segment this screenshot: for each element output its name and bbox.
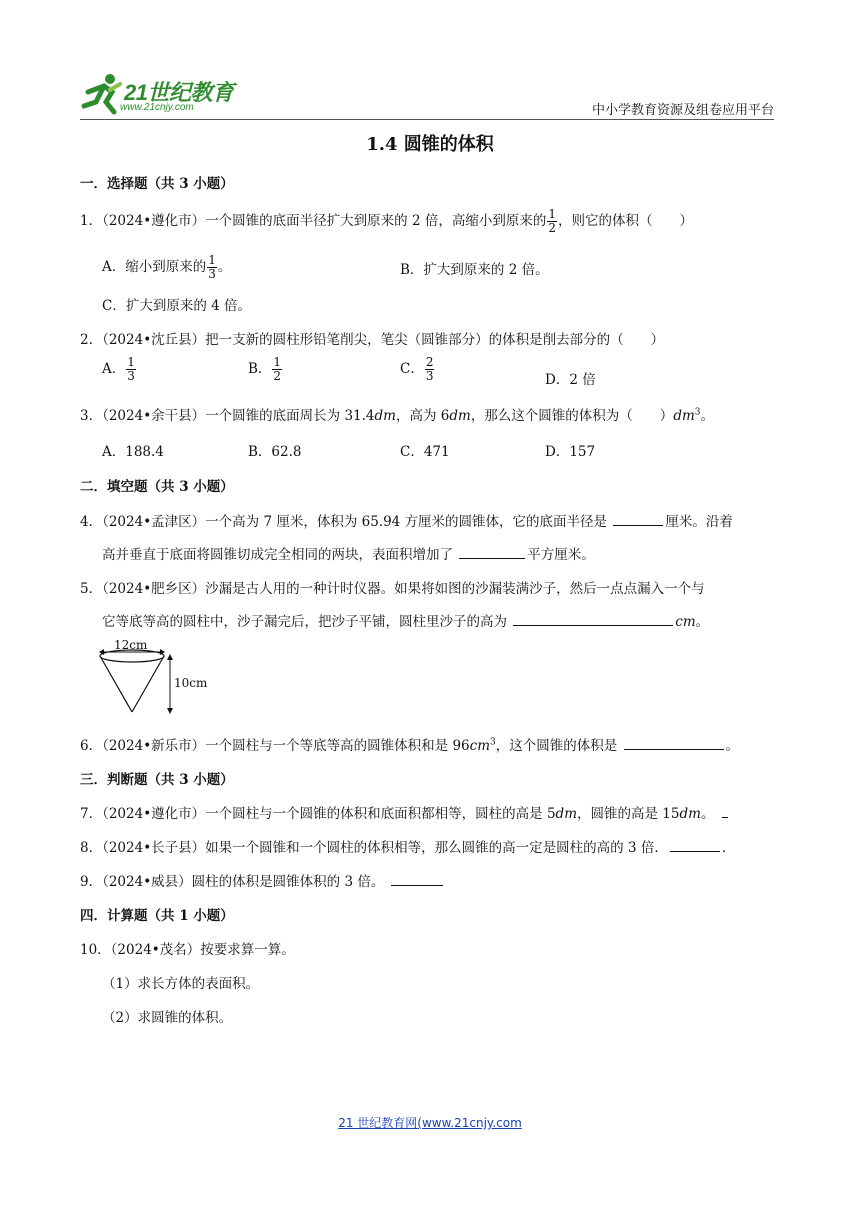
question-4-line-1: 4．（2024•孟津区）一个高为 7 厘米，体积为 65.94 方厘米的圆锥体，它的底面半径是 厘米。沿着 — [80, 514, 733, 530]
answer-blank[interactable] — [513, 624, 673, 626]
answer-blank[interactable] — [459, 557, 525, 559]
question-10-part-2: （2）求圆锥的体积。 — [102, 1010, 233, 1026]
figure-diameter-label: 12cm — [114, 638, 148, 652]
q1-option-a: A．缩小到原来的 $\frac{1}{3}$ 。 — [102, 253, 232, 281]
figure-height-label: 10cm — [174, 676, 208, 690]
fraction: $\frac{1}{3}$ — [208, 253, 216, 281]
brand-logo — [80, 70, 250, 120]
runner-logo-icon — [80, 72, 124, 116]
q3-option-d: D．157 — [545, 444, 596, 460]
question-3: 3．（2024•余干县）一个圆锥的底面周长为 31.4dm，高为 6dm，那么这个圆锥的体积为（ ）$dm^3$。 — [80, 407, 714, 424]
q1-option-c: C．扩大到原来的 4 倍。 — [102, 298, 252, 314]
question-2: 2．（2024•沈丘县）把一支新的圆柱形铅笔削尖，笔尖（圆锥部分）的体积是削去部分的（ ） — [80, 332, 665, 348]
q2-option-b: B． $\frac{1}{2}$ — [248, 355, 282, 383]
q2-option-c: C． $\frac{2}{3}$ — [400, 355, 434, 383]
logo-text: 21世纪教育 — [124, 80, 234, 105]
question-10-part-1: （1）求长方体的表面积。 — [102, 976, 260, 992]
section-heading-judge: 三．判断题（共 3 小题） — [80, 772, 234, 788]
question-1 — [80, 208, 693, 235]
logo-url: www.21cnjy.com — [120, 102, 194, 113]
answer-blank[interactable] — [722, 816, 728, 818]
answer-blank[interactable] — [670, 850, 720, 852]
section-heading-choice: 一．选择题（共 3 小题） — [80, 176, 234, 192]
cone-figure — [98, 638, 214, 720]
question-4-line-2: 高并垂直于底面将圆锥切成完全相同的两块，表面积增加了 平方厘米。 — [102, 547, 595, 563]
q3-option-b: B．62.8 — [248, 444, 302, 460]
answer-blank[interactable] — [613, 524, 663, 526]
q1-option-b: B．扩大到原来的 2 倍。 — [400, 262, 549, 278]
answer-blank[interactable] — [391, 884, 443, 886]
question-7: 7．（2024•遵化市）一个圆柱与一个圆锥的体积和底面积都相等，圆柱的高是 5dm，圆锥的高是 15dm。 — [80, 802, 730, 822]
q2-option-d: D．2 倍 — [545, 372, 596, 388]
platform-name: 中小学教育资源及组卷应用平台 — [591, 103, 774, 118]
fraction: $\frac{1}{2}$ — [548, 207, 556, 235]
q3-option-a: A．188.4 — [102, 444, 164, 460]
answer-blank[interactable] — [624, 748, 724, 750]
question-6: 6．（2024•新乐市）一个圆柱与一个等底等高的圆锥体积和是 $96cm^3$，这个圆锥的体积是 。 — [80, 737, 740, 754]
question-5-line-1: 5．（2024•肥乡区）沙漏是古人用的一种计时仪器。如果将如图的沙漏装满沙子，然后一点点漏入一个与 — [80, 581, 705, 597]
footer-link[interactable]: 21 世纪教育网(www.21cnjy.com — [338, 1116, 522, 1130]
question-9: 9．（2024•威县）圆柱的体积是圆锥体积的 3 倍。 — [80, 870, 445, 890]
question-8: 8．（2024•长子县）如果一个圆锥和一个圆柱的体积相等，那么圆锥的高一定是圆柱的高的 3 倍． ． — [80, 840, 736, 856]
header-divider — [80, 119, 774, 120]
section-heading-fill: 二．填空题（共 3 小题） — [80, 479, 234, 495]
question-1-text-b: ，则它的体积（ ） — [557, 213, 693, 229]
q3-option-c: C．471 — [400, 444, 450, 460]
question-10: 10．（2024•茂名）按要求算一算。 — [80, 942, 295, 958]
q2-option-a: A． $\frac{1}{3}$ — [102, 355, 135, 383]
page-title: 1.4 圆锥的体积 — [366, 134, 494, 155]
question-5-line-2: 它等底等高的圆柱中，沙子漏完后，把沙子平铺，圆柱里沙子的高为 cm。 — [102, 614, 710, 630]
section-heading-calc: 四．计算题（共 1 小题） — [80, 908, 234, 924]
question-1-text-a: 1．（2024•遵化市）一个圆锥的底面半径扩大到原来的 2 倍，高缩小到原来的 — [80, 213, 547, 229]
